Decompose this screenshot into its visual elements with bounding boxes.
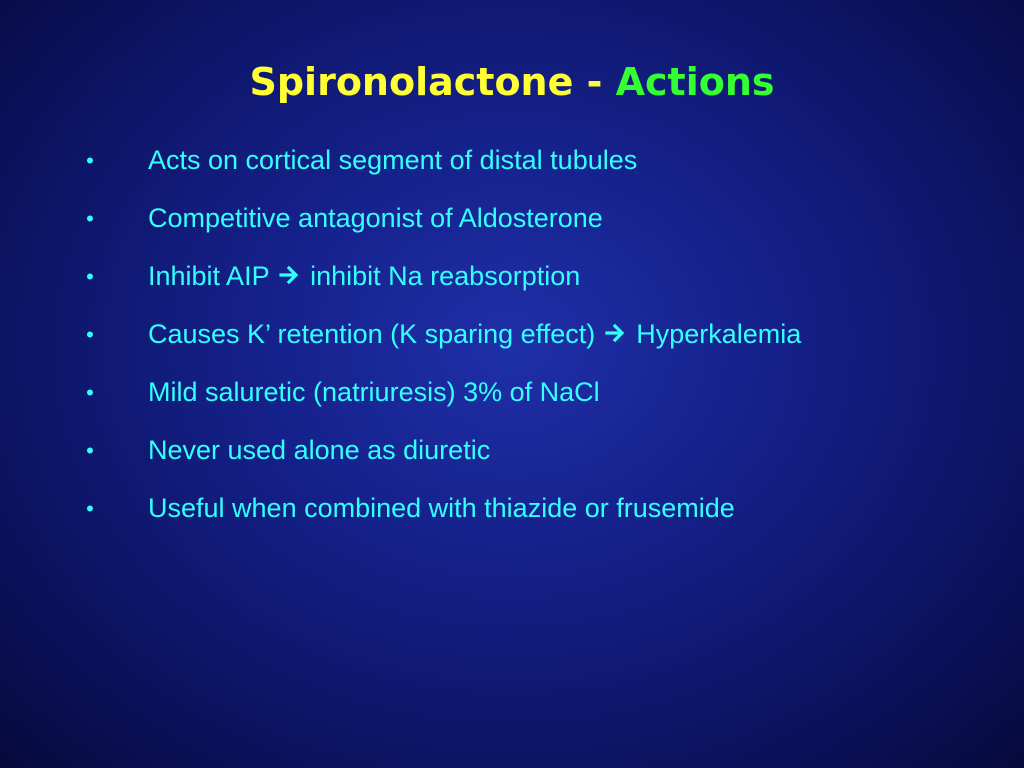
bullet-text-before-arrow: Inhibit AIP <box>148 261 277 291</box>
right-arrow-icon <box>605 322 627 344</box>
bullet-dot: • <box>86 264 94 289</box>
bullet-dot: • <box>86 322 94 347</box>
slide-title-topic: Actions <box>615 60 775 104</box>
bullet-text: Never used alone as diuretic <box>148 435 491 465</box>
bullet-dot: • <box>86 206 94 231</box>
bullet-item <box>0 310 1024 359</box>
bullet-text: Mild saluretic (natriuresis) 3% of NaCl <box>148 377 600 407</box>
bullet-dot: • <box>86 148 94 173</box>
bullet-item <box>0 136 1024 185</box>
bullet-text: Acts on cortical segment of distal tubules <box>148 145 638 175</box>
slide-title <box>0 56 1024 108</box>
bullet-dot: • <box>86 380 94 405</box>
bullet-item <box>0 194 1024 243</box>
bullet-text-after-arrow: Hyperkalemia <box>628 319 802 349</box>
bullet-dot: • <box>86 438 94 463</box>
bullet-text-after-arrow: inhibit Na reabsorption <box>302 261 581 291</box>
right-arrow-icon <box>279 264 301 286</box>
bullet-item <box>0 368 1024 417</box>
bullet-text: Competitive antagonist of Aldosterone <box>148 203 603 233</box>
bullet-text: Useful when combined with thiazide or frusemide <box>148 493 735 523</box>
bullet-dot: • <box>86 496 94 521</box>
bullet-list <box>0 136 1024 542</box>
bullet-item <box>0 426 1024 475</box>
slide-title-drug: Spironolactone - <box>249 60 616 104</box>
bullet-item <box>0 252 1024 301</box>
bullet-item <box>0 484 1024 533</box>
bullet-text-before-arrow: Causes K’ retention (K sparing effect) <box>148 319 603 349</box>
